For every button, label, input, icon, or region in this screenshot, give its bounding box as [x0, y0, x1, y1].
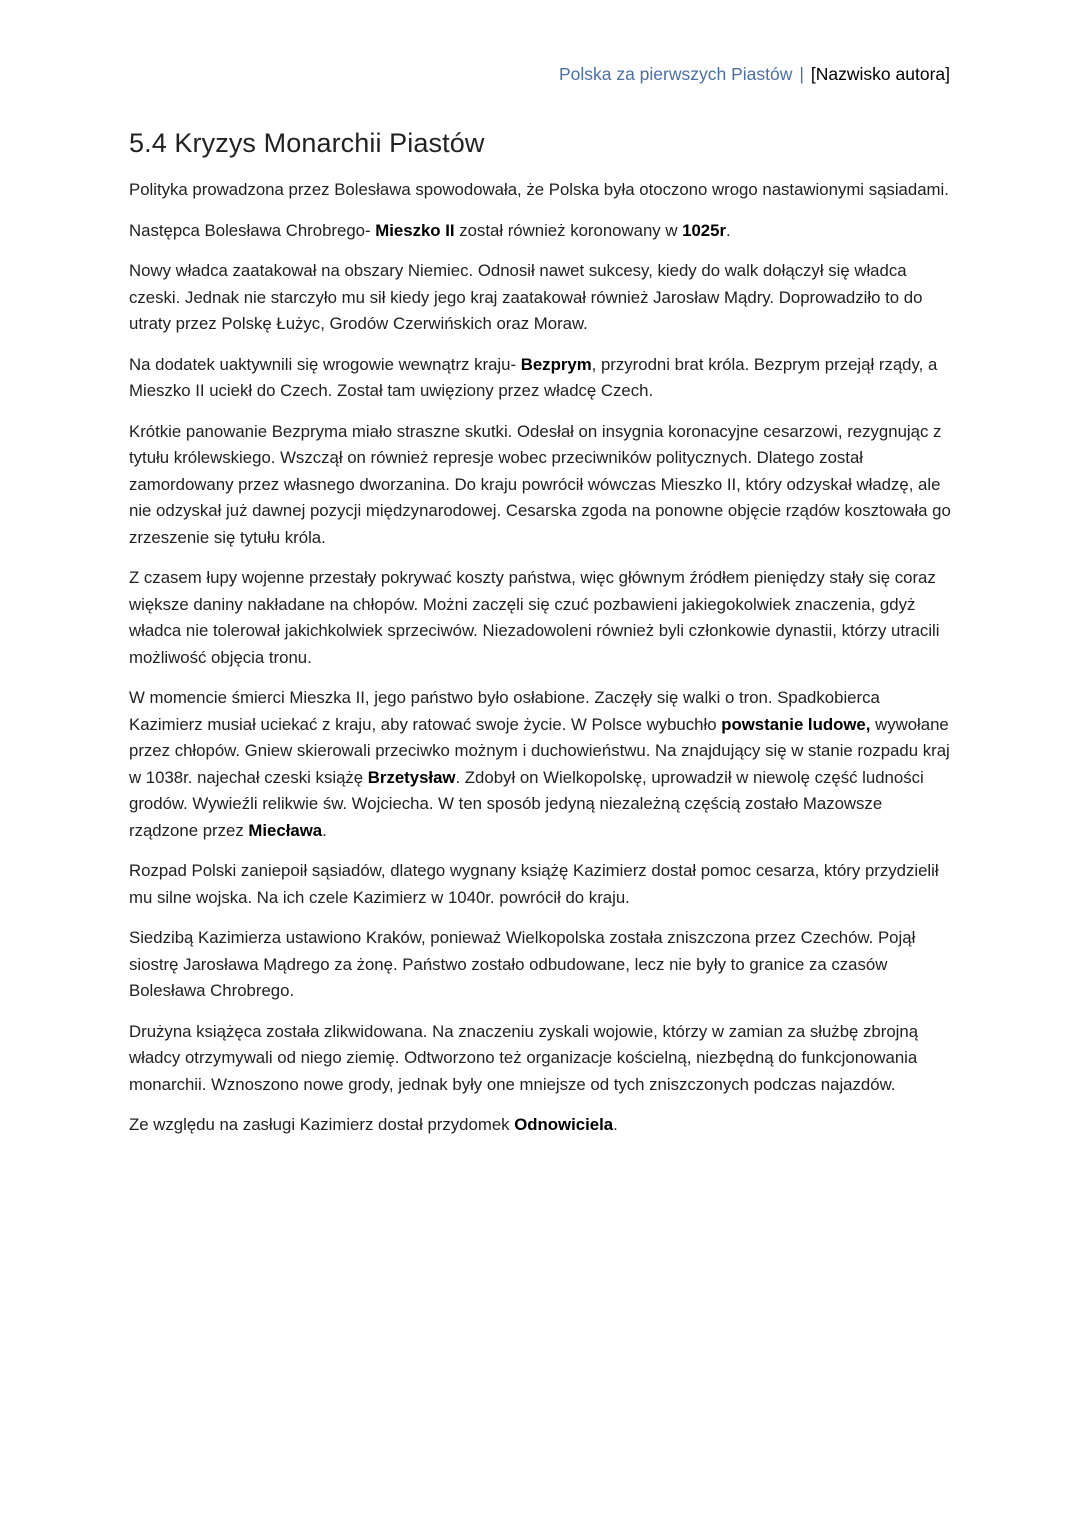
- paragraph-11: [129, 1112, 955, 1139]
- section-heading: 5.4 Kryzys Monarchii Piastów: [129, 128, 485, 158]
- paragraph-4-text-c: , przyrodni brat króla. Bezprym przejął rządy, a Mieszko II uciekł do Czech. Został tam uwięziony przez władcę Czech.: [129, 354, 938, 400]
- paragraph-11-text-c: .: [613, 1115, 618, 1134]
- paragraph-9: Siedzibą Kazimierza ustawiono Kraków, ponieważ Wielkopolska została zniszczona przez Czechów. Pojął siostrę Jarosława Mądrego za żonę. Państwo zostało odbudowane, lecz nie były to granice za czasów Bolesława Chrobrego.: [129, 928, 916, 1000]
- paragraph-7-text-d: . Zdobył on Wielkopolskę, uprowadził w niewolę część ludności grodów. Wywieźli relikwie św. Wojciecha. W ten sposób jedyną niezależną częścią zostało Mazowsze rządzone przez: [129, 767, 924, 840]
- paragraph-7-bold-brzetyslaw: Brzetysław: [367, 767, 456, 787]
- paragraph-2-bold-mieszko: Mieszko II: [375, 220, 455, 240]
- paragraph-2-text-c: został również koronowany w: [454, 220, 683, 240]
- paragraph-2-text-d: .: [726, 220, 731, 240]
- paragraph-7: [129, 685, 955, 844]
- paragraph-2-text-a: Następca Bolesława Chrobrego-: [129, 220, 376, 240]
- paragraph-7-text-c: wywołane przez chłopów. Gniew skierowali przeciwko możnym i duchowieństwu. Na znajdujący się w stanie rozpadu kraj w 1038r. najechał czeski książę: [129, 714, 950, 787]
- paragraph-4-bold-bezprym: Bezprym: [520, 354, 592, 374]
- paragraph-7-text-e: .: [322, 820, 327, 840]
- paragraph-7-bold-mieclaw: Miecława: [248, 820, 323, 840]
- paragraph-10: Drużyna książęca została zlikwidowana. Na znaczeniu zyskali wojowie, którzy w zamian za służbę zbrojną władcy otrzymywali od niego ziemię. Odtworzono też organizacje kościelną, niezbędną do funkcjonowania monarchii. Wznoszono nowe grody, jednak były one mniejsze od tych zniszczonych podczas najazdów.: [129, 1021, 919, 1094]
- paragraph-5: Krótkie panowanie Bezpryma miało straszne skutki. Odesłał on insygnia koronacyjne cesarzowi, rezygnując z tytułu królewskiego. Wszczął on również represje wobec przeciwników politycznych. Dlatego został zamordowany przez własnego dworzanina. Do kraju powrócił wówczas Mieszko II, który odzyskał władzę, ale nie odzyskał już dawnej pozycji międzynarodowej. Cesarska zgoda na ponowne objęcie rządów kosztowała go zrzeszenie się tytułu króla.: [129, 421, 951, 547]
- header-separator: |: [799, 64, 804, 84]
- paragraph-4-text-a: Na dodatek uaktywnili się wrogowie wewnątrz kraju-: [129, 354, 521, 374]
- paragraph-11-text-a: Ze względu na zasługi Kazimierz dostał przydomek: [129, 1115, 515, 1134]
- page-header: [559, 64, 950, 85]
- paragraph-2: [129, 218, 955, 245]
- paragraph-11-bold-odnowiciel: Odnowiciela: [514, 1115, 614, 1134]
- paragraph-2-bold-year: 1025r: [682, 220, 727, 240]
- document-body: [129, 128, 955, 1153]
- paragraph-7-text-a: W momencie śmierci Mieszka II, jego państwo było osłabione. Zaczęły się walki o tron. Spadkobierca Kazimierz musiał uciekać z kraju, aby ratować swoje życie. W Polsce wybuchło: [129, 688, 880, 734]
- paragraph-1: Polityka prowadzona przez Bolesława spowodowała, że Polska była otoczono wrogo nastawionymi sąsiadami.: [129, 180, 949, 199]
- header-author: [Nazwisko autora]: [810, 64, 950, 84]
- paragraph-8: Rozpad Polski zaniepoił sąsiadów, dlatego wygnany książę Kazimierz dostał pomoc cesarza, który przydzielił mu silne wojska. Na ich czele Kazimierz w 1040r. powrócił do kraju.: [129, 861, 939, 907]
- paragraph-4: [129, 352, 955, 405]
- paragraph-6: Z czasem łupy wojenne przestały pokrywać koszty państwa, więc głównym źródłem pieniędzy stały się coraz większe daniny nakładane na chłopów. Możni zaczęli się czuć pozbawieni jakiegokolwiek znaczenia, gdyż władca nie tolerował jakichkolwiek sprzeciwów. Niezadowoleni również byli członkowie dynastii, którzy utracili możliwość objęcia tronu.: [129, 568, 940, 667]
- header-title: Polska za pierwszych Piastów: [558, 64, 793, 84]
- paragraph-7-bold-uprising: powstanie ludowe,: [721, 714, 871, 734]
- paragraph-3: Nowy władca zaatakował na obszary Niemiec. Odnosił nawet sukcesy, kiedy do walk dołączył się władca czeski. Jednak nie starczyło mu sił kiedy jego kraj zaatakował również Jarosław Mądry. Doprowadziło to do utraty przez Polskę Łużyc, Grodów Czerwińskich oraz Moraw.: [129, 261, 923, 333]
